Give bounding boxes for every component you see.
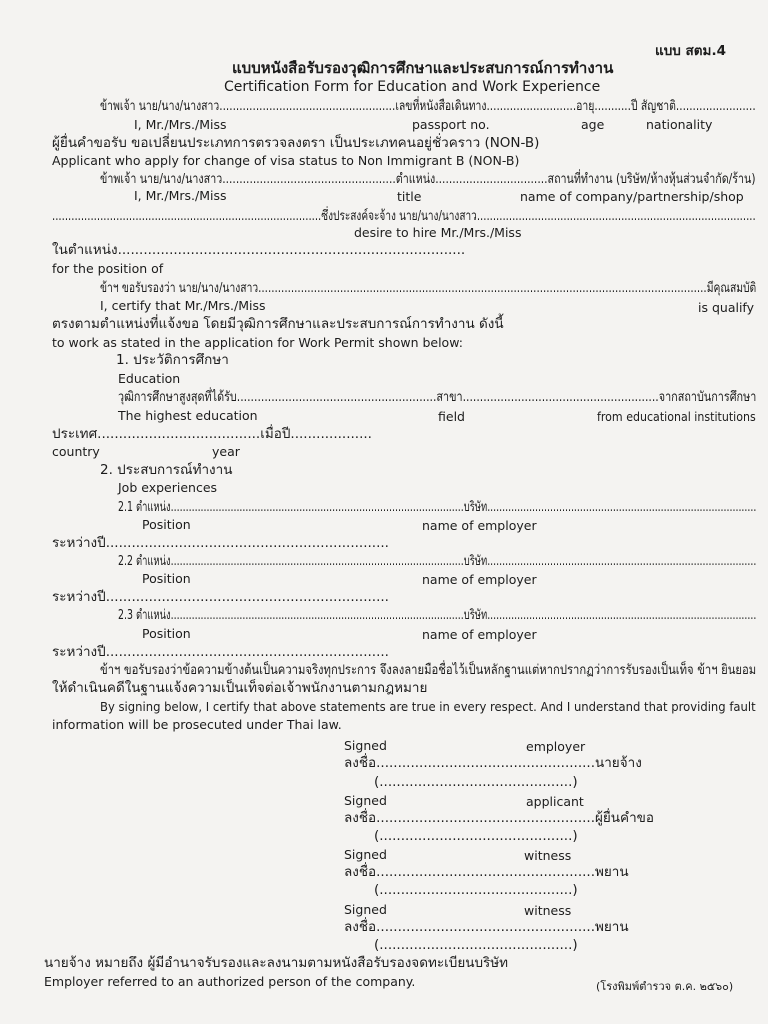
experience-3-row-thai: 2.3 ตำแหน่ง..................................................................................................บริษัท.......................................................................................... bbox=[118, 607, 757, 623]
visa-change-english: Applicant who apply for change of visa status to Non Immigrant B (NON-B) bbox=[52, 153, 520, 168]
form-code: แบบ สตม.4 bbox=[655, 43, 726, 59]
signature-line: ลงชื่อ...................................................นายจ้าง bbox=[344, 755, 642, 771]
declaration-english-line-1: By signing below, I certify that above statements are true in every respect. And I understand that providing fault bbox=[100, 699, 756, 714]
signature-line: ลงชื่อ...................................................ผู้ยื่นคำขอ bbox=[344, 810, 654, 826]
applicant-row-thai: ข้าพเจ้า นาย/นาง/นางสาว.....................................................เลขที่หนังสือเดินทาง...........................อายุ...........ปี สัญชาติ........................ bbox=[100, 98, 756, 114]
printed-name-line: (.............................................) bbox=[374, 882, 578, 898]
experience-heading-english: Job experiences bbox=[118, 480, 218, 495]
signer-role-label: employer bbox=[526, 739, 586, 754]
age-label: age bbox=[581, 117, 605, 132]
signer-role-label: applicant bbox=[526, 794, 584, 809]
declaration-thai-line-1: ข้าฯ ขอรับรองว่าข้อความข้างต้นเป็นความจริงทุกประการ จึงลงลายมือชื่อไว้เป็นหลักฐานแต่หากปรากฏว่าการรับรองเป็นเท็จ ข้าฯ ยินยอม bbox=[100, 662, 757, 678]
field-label: field bbox=[438, 409, 465, 424]
hire-label: desire to hire Mr./Mrs./Miss bbox=[354, 225, 522, 240]
hire-row-thai: ....................................................................................ซึ่งประสงค์จะจ้าง นาย/นาง/นางสาว....................................................................................... bbox=[52, 208, 756, 224]
form-title-thai: แบบหนังสือรับรองวุฒิการศึกษาและประสบการณ์การทำงาน bbox=[232, 59, 614, 77]
experience-3-employer-label: name of employer bbox=[422, 627, 537, 642]
experience-2-period: ระหว่างปี.................................................................. bbox=[52, 589, 389, 605]
match-row-thai: ตรงตามตำแหน่งที่แจ้งขอ โดยมีวุฒิการศึกษาและประสบการณ์การทำงาน ดังนี้ bbox=[52, 316, 504, 332]
experience-3-position-label: Position bbox=[142, 626, 191, 641]
signed-label: Signed bbox=[344, 902, 387, 917]
position-row-thai: ในตำแหน่ง................................................................................. bbox=[52, 242, 466, 258]
certify-name-label: I, certify that Mr./Mrs./Miss bbox=[100, 298, 266, 313]
company-name-label: name of company/partnership/shop bbox=[520, 189, 744, 204]
country-label: country bbox=[52, 444, 100, 459]
passport-label: passport no. bbox=[412, 117, 490, 132]
certify-row-thai: ข้าฯ ขอรับรองว่า นาย/นาง/นางสาว.........................................................................................................................................มีคุณสมบัติ bbox=[100, 280, 757, 296]
year-label: year bbox=[212, 444, 240, 459]
experience-1-period: ระหว่างปี.................................................................. bbox=[52, 535, 389, 551]
signed-label: Signed bbox=[344, 738, 387, 753]
experience-1-row-thai: 2.1 ตำแหน่ง..................................................................................................บริษัท.......................................................................................... bbox=[118, 499, 757, 515]
employer-name-label: I, Mr./Mrs./Miss bbox=[134, 188, 227, 203]
country-row-thai: ประเทศ......................................เมื่อปี................... bbox=[52, 426, 372, 442]
signer-role-label: witness bbox=[524, 848, 572, 863]
printed-name-line: (.............................................) bbox=[374, 937, 578, 953]
experience-1-position-label: Position bbox=[142, 517, 191, 532]
declaration-thai-line-2: ให้ดำเนินคดีในฐานแจ้งความเป็นเท็จต่อเจ้าพนักงานตามกฎหมาย bbox=[52, 680, 428, 696]
signed-label: Signed bbox=[344, 793, 387, 808]
employer-title-label: title bbox=[397, 189, 422, 204]
employer-definition-thai: นายจ้าง หมายถึง ผู้มีอำนาจรับรองและลงนามตามหนังสือรับรองจดทะเบียนบริษัท bbox=[44, 955, 509, 971]
experience-heading-thai: 2. ประสบการณ์ทำงาน bbox=[100, 462, 233, 478]
education-row-thai: วุฒิการศึกษาสูงสุดที่ได้รับ..........................................................สาขา.........................................................จากสถาบันการศึกษา bbox=[118, 389, 757, 405]
signature-line: ลงชื่อ...................................................พยาน bbox=[344, 919, 629, 935]
match-row-english: to work as stated in the application for Work Permit shown below: bbox=[52, 335, 463, 350]
printed-name-line: (.............................................) bbox=[374, 774, 578, 790]
printed-name-line: (.............................................) bbox=[374, 828, 578, 844]
employer-definition-english: Employer referred to an authorized person of the company. bbox=[44, 974, 416, 989]
signature-line: ลงชื่อ...................................................พยาน bbox=[344, 864, 629, 880]
applicant-name-label: I, Mr./Mrs./Miss bbox=[134, 117, 227, 132]
institution-label: from educational institutions bbox=[597, 409, 756, 424]
employer-row-thai: ข้าพเจ้า นาย/นาง/นางสาว...................................................ตำแหน่ง.................................สถานที่ทำงาน (บริษัท/ห้างหุ้นส่วนจำกัด/ร้าน) bbox=[100, 171, 756, 187]
visa-change-thai: ผู้ยื่นคำขอรับ ขอเปลี่ยนประเภทการตรวจลงตรา เป็นประเภทคนอยู่ชั่วคราว (NON-B) bbox=[52, 135, 540, 151]
experience-2-position-label: Position bbox=[142, 571, 191, 586]
experience-3-period: ระหว่างปี.................................................................. bbox=[52, 644, 389, 660]
highest-education-label: The highest education bbox=[118, 408, 258, 423]
position-label: for the position of bbox=[52, 261, 164, 276]
nationality-label: nationality bbox=[646, 117, 713, 132]
signer-role-label: witness bbox=[524, 903, 572, 918]
qualify-label: is qualify bbox=[698, 300, 754, 315]
declaration-english-line-2: information will be prosecuted under Thai law. bbox=[52, 717, 342, 732]
experience-2-employer-label: name of employer bbox=[422, 572, 537, 587]
education-heading-english: Education bbox=[118, 371, 181, 386]
form-title-english: Certification Form for Education and Work Experience bbox=[224, 79, 601, 95]
experience-2-row-thai: 2.2 ตำแหน่ง..................................................................................................บริษัท.......................................................................................... bbox=[118, 553, 757, 569]
printer-note: (โรงพิมพ์ตำรวจ ต.ค. ๒๕๖๐) bbox=[596, 980, 734, 993]
signed-label: Signed bbox=[344, 847, 387, 862]
education-heading-thai: 1. ประวัติการศึกษา bbox=[116, 352, 229, 368]
experience-1-employer-label: name of employer bbox=[422, 518, 537, 533]
